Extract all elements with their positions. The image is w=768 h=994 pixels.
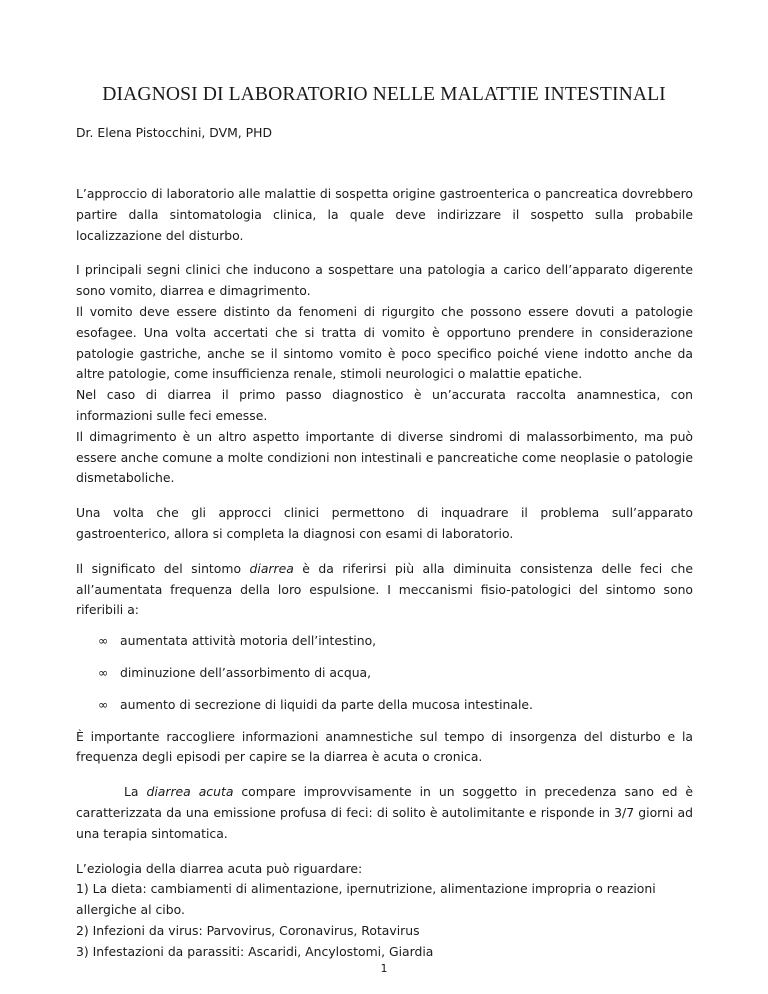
paragraph-acute-diarrhea (76, 782, 693, 844)
paragraph-intro: L’approccio di laboratorio alle malattie di sospetta origine gastroenterica o pancreatica dovrebbero partire dalla sintomatologia clinica, la quale deve indirizzare il sospetto sulla probabile localizzazione del disturbo. (76, 186, 693, 243)
document-body (76, 184, 693, 977)
infinity-bullet-icon: ∞ (98, 633, 109, 649)
author-line: Dr. Elena Pistocchini, DVM, PHD (76, 125, 272, 140)
list-item-text: diminuzione dell’assorbimento di acqua, (120, 664, 372, 680)
list-item (98, 663, 693, 684)
text-span: La (124, 784, 147, 800)
paragraph-etiology (76, 859, 693, 963)
text-line: I principali segni clinici che inducono a sospettare una patologia a carico dell’apparato digerente sono vomito, diarrea e dimagrimento. (76, 262, 693, 299)
paragraph-anamnesis: È importante raccogliere informazioni anamnestiche sul tempo di insorgenza del disturbo e la frequenza degli episodi per capire se la diarrea è acuta o cronica. (76, 728, 693, 765)
emphasis-diarrea-acuta: diarrea acuta (146, 784, 234, 800)
paragraph-lab-approach: Una volta che gli approcci clinici permettono di inquadrare il problema sull’apparato gastroenterico, allora si completa la diagnosi con esami di laboratorio. (76, 505, 693, 541)
paragraph-diarrhea-meaning (76, 559, 693, 621)
text-span: Il significato del sintomo (76, 560, 250, 576)
list-item-text: aumentata attività motoria dell’intestino, (120, 633, 377, 649)
text-span: è da riferirsi più alla diminuita consistenza delle feci che all’aumentata frequenza della loro espulsione. I meccanismi fisio-patologici del sintomo sono riferibili a: (76, 560, 693, 618)
list-item (98, 631, 693, 652)
text-line: Nel caso di diarrea il primo passo diagnostico è un’accurata raccolta anamnestica, con informazioni sulle feci emesse. (76, 387, 693, 423)
text-line: Il dimagrimento è un altro aspetto importante di diverse sindromi di malassorbimento, ma può essere anche comune a molte condizioni non intestinali e pancreatiche come neoplasie o patologie dismetaboliche. (76, 428, 693, 486)
emphasis-diarrea: diarrea (249, 560, 294, 576)
list-item (98, 695, 693, 716)
infinity-bullet-icon: ∞ (98, 696, 109, 712)
etiology-intro: L’eziologia della diarrea acuta può riguardare: (76, 860, 363, 876)
text-span: compare improvvisamente in un soggetto in precedenza sano ed è caratterizzata da una emissione profusa di feci: di solito è autolimitante e risponde in 3/7 giorni ad una terapia sintomatica. (76, 784, 694, 841)
document-title: DIAGNOSI DI LABORATORIO NELLE MALATTIE INTESTINALI (102, 84, 666, 105)
page-number: 1 (380, 962, 388, 975)
etiology-item: 1) La dieta: cambiamenti di alimentazione, ipernutrizione, alimentazione impropria o reazioni allergiche al cibo. (76, 881, 656, 918)
list-item-text: aumento di secrezione di liquidi da parte della mucosa intestinale. (120, 696, 533, 712)
infinity-bullet-icon: ∞ (98, 664, 109, 680)
paragraph-clinical-signs (76, 260, 693, 489)
etiology-item: 3) Infestazioni da parassiti: Ascaridi, Ancylostomi, Giardia (76, 943, 434, 959)
etiology-item: 2) Infezioni da virus: Parvovirus, Coronavirus, Rotavirus (76, 922, 420, 938)
mechanism-list (76, 631, 693, 715)
text-line: Il vomito deve essere distinto da fenomeni di rigurgito che possono essere dovuti a patologie esofagee. Una volta accertati che si tratta di vomito è opportuno prendere in considerazione patologie gastriche, anche se il sintomo vomito è poco specifico poiché viene indotto anche da altre patologie, come insufficienza renale, stimoli neurologici o malattie epatiche. (76, 303, 693, 382)
